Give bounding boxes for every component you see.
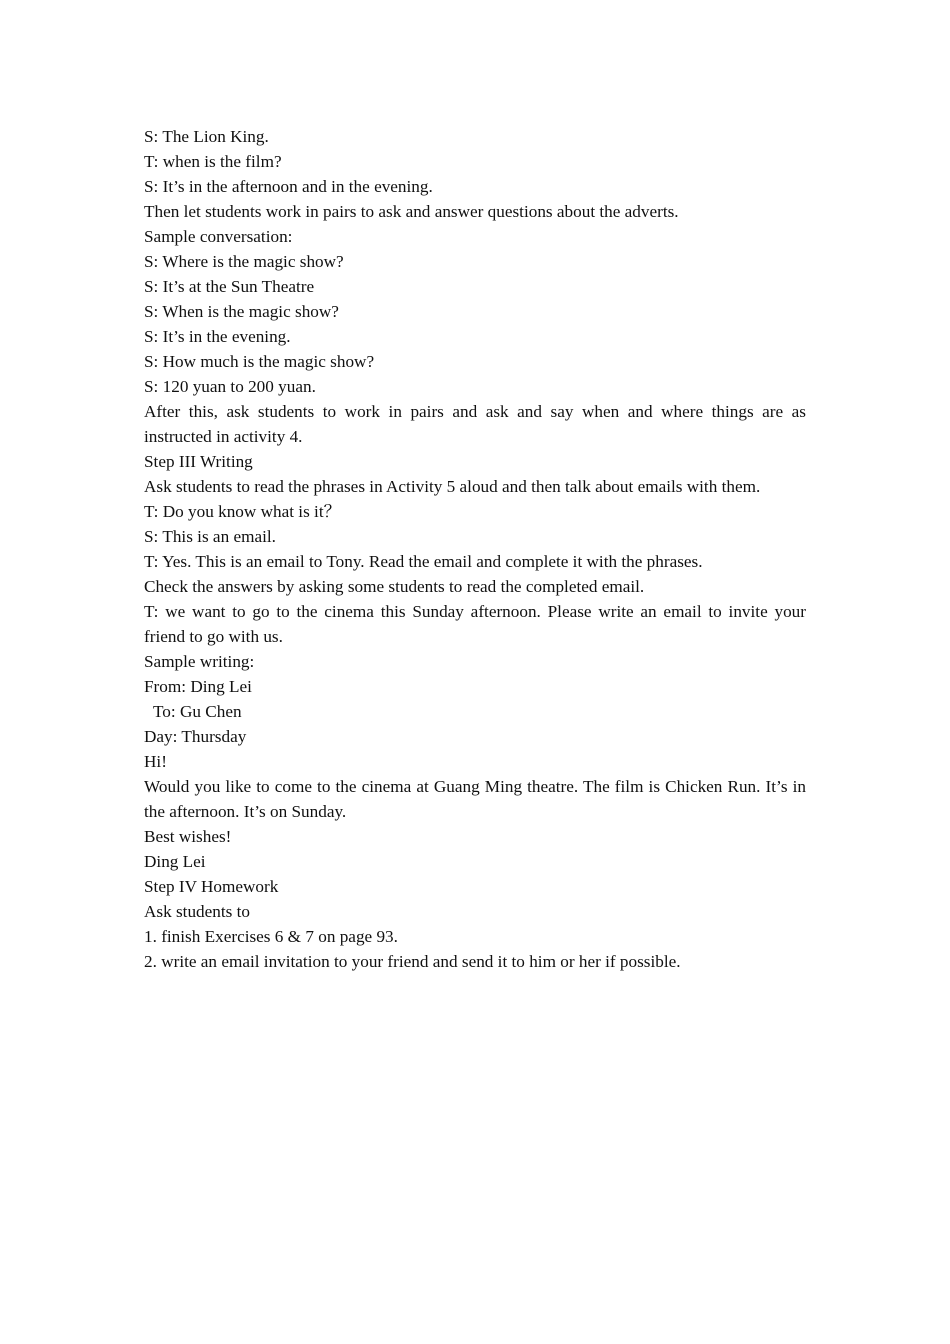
dialogue-line: S: Where is the magic show? [144,252,344,271]
instruction-paragraph: After this, ask students to work in pairs and ask and say when and where things are as instructed in activity 4. [144,402,806,446]
homework-item: 2. write an email invitation to your friend and send it to him or her if possible. [144,952,681,971]
instruction-paragraph: Ask students to read the phrases in Activity 5 aloud and then talk about emails with them. [144,477,761,496]
email-greeting: Hi! [144,752,167,771]
email-closing: Best wishes! [144,827,232,846]
dialogue-line: S: How much is the magic show? [144,352,375,371]
dialogue-line: S: This is an email. [144,527,276,546]
dialogue-line: T: when is the film? [144,152,282,171]
instruction-paragraph: Then let students work in pairs to ask and answer questions about the adverts. [144,202,679,221]
homework-intro: Ask students to [144,902,250,921]
section-label: Sample conversation: [144,227,293,246]
document-body [144,124,806,974]
email-body: Would you like to come to the cinema at Guang Ming theatre. The film is Chicken Run. It’s in the afternoon. It’s on Sunday. [144,777,806,821]
homework-item: 1. finish Exercises 6 & 7 on page 93. [144,927,398,946]
dialogue-line: S: The Lion King. [144,127,269,146]
dialogue-line: T: Do you know what is it？ [144,502,341,521]
email-to: To: Gu Chen [153,702,242,721]
dialogue-line: S: 120 yuan to 200 yuan. [144,377,316,396]
dialogue-line: S: It’s at the Sun Theatre [144,277,315,296]
dialogue-line: S: It’s in the evening. [144,327,291,346]
email-day: Day: Thursday [144,727,247,746]
section-label: Sample writing: [144,652,255,671]
dialogue-line: T: Yes. This is an email to Tony. Read the email and complete it with the phrases. [144,552,703,571]
dialogue-line: S: It’s in the afternoon and in the evening. [144,177,433,196]
email-signature: Ding Lei [144,852,206,871]
step-heading: Step III Writing [144,452,253,471]
step-heading: Step IV Homework [144,877,279,896]
email-from: From: Ding Lei [144,677,252,696]
dialogue-line: T: we want to go to the cinema this Sunday afternoon. Please write an email to invite your friend to go with us. [144,602,806,646]
dialogue-line: S: When is the magic show? [144,302,339,321]
instruction-paragraph: Check the answers by asking some students to read the completed email. [144,577,645,596]
